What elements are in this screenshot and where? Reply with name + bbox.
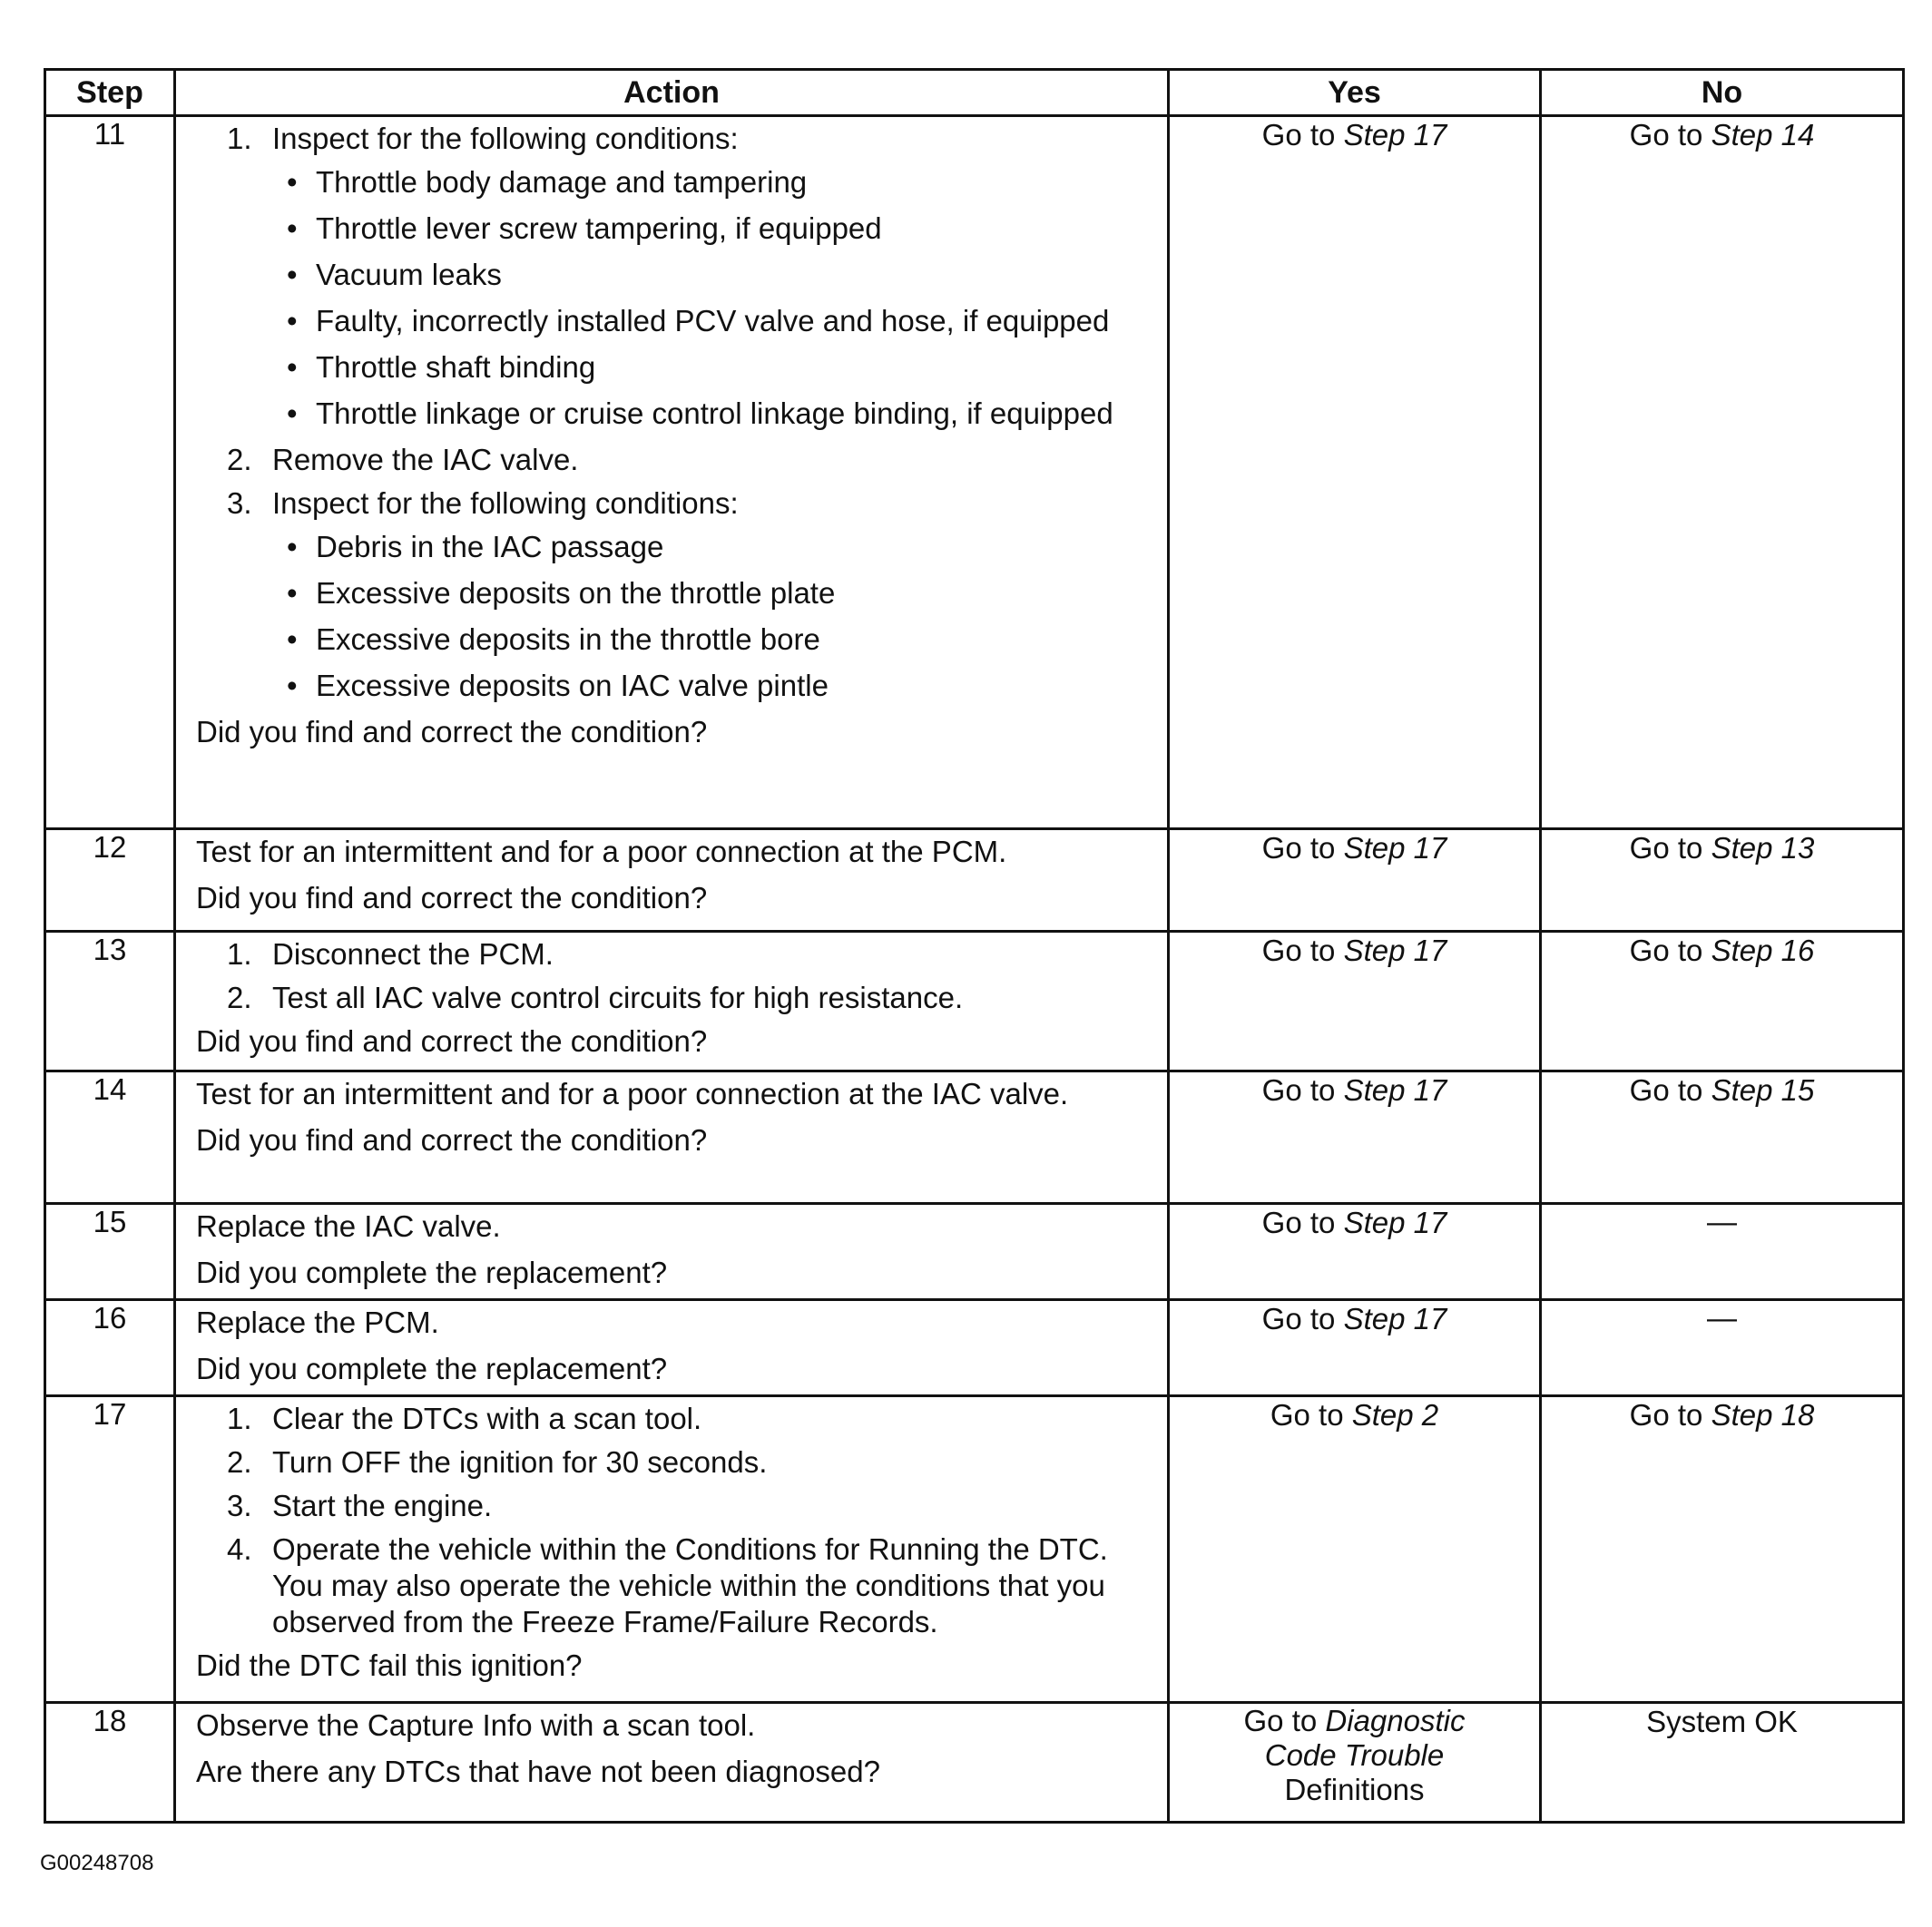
step-number: 11 — [45, 116, 175, 829]
action-cell — [175, 1396, 1169, 1703]
diagnostic-table — [44, 68, 1905, 1824]
action-cell — [175, 829, 1169, 932]
table-row — [45, 116, 1904, 829]
table-row — [45, 1396, 1904, 1703]
action-bullet: • Excessive deposits on IAC valve pintle — [287, 669, 829, 702]
action-cell — [175, 1204, 1169, 1300]
no-cell: System OK — [1541, 1703, 1904, 1823]
table-header-row — [45, 70, 1904, 116]
action-cell — [175, 1300, 1169, 1396]
figure-id: G00248708 — [40, 1851, 154, 1875]
action-question: Did you find and correct the condition? — [196, 1123, 708, 1157]
table-row — [45, 1071, 1904, 1204]
action-cell — [175, 932, 1169, 1071]
action-question: Did you find and correct the condition? — [196, 881, 708, 915]
header-no: No — [1541, 70, 1904, 116]
table-row — [45, 1204, 1904, 1300]
action-bullet: • Throttle body damage and tampering — [287, 165, 808, 199]
no-cell: Go to Step 14 — [1541, 116, 1904, 829]
action-bullet: • Throttle shaft binding — [287, 350, 596, 384]
action-text: Replace the PCM. — [196, 1306, 439, 1339]
action-cell — [175, 1071, 1169, 1204]
step-number: 16 — [45, 1300, 175, 1396]
action-list-item: 3. Inspect for the following conditions: — [227, 486, 739, 520]
action-list-item: 2. Remove the IAC valve. — [227, 443, 579, 476]
header-step: Step — [45, 70, 175, 116]
action-list-item: 1. Clear the DTCs with a scan tool. — [227, 1402, 702, 1435]
yes-cell: Go to Diagnostic Code Trouble Definitions — [1169, 1703, 1541, 1823]
yes-cell: Go to Step 17 — [1169, 1300, 1541, 1396]
action-question: Did you complete the replacement? — [196, 1352, 668, 1385]
step-number: 13 — [45, 932, 175, 1071]
table-row — [45, 932, 1904, 1071]
no-cell: Go to Step 13 — [1541, 829, 1904, 932]
action-bullet: • Throttle lever screw tampering, if equipped — [287, 211, 882, 245]
yes-cell: Go to Step 17 — [1169, 1071, 1541, 1204]
table-row — [45, 1300, 1904, 1396]
yes-cell: Go to Step 17 — [1169, 116, 1541, 829]
table-row — [45, 1703, 1904, 1823]
action-bullet: • Vacuum leaks — [287, 258, 502, 291]
action-question: Did the DTC fail this ignition? — [196, 1648, 583, 1682]
action-bullet: • Throttle linkage or cruise control linkage binding, if equipped — [287, 396, 1113, 430]
action-question: Did you complete the replacement? — [196, 1256, 668, 1289]
action-bullet: • Excessive deposits in the throttle bore — [287, 622, 820, 656]
step-number: 15 — [45, 1204, 175, 1300]
step-number: 14 — [45, 1071, 175, 1204]
action-bullet: • Excessive deposits on the throttle plate — [287, 576, 836, 610]
diagnostic-document — [44, 68, 1902, 1824]
no-cell: — — [1541, 1204, 1904, 1300]
action-list-item: 2. Test all IAC valve control circuits for high resistance. — [227, 981, 964, 1014]
no-cell: Go to Step 16 — [1541, 932, 1904, 1071]
action-list-item: 3. Start the engine. — [227, 1489, 493, 1522]
yes-cell: Go to Step 17 — [1169, 829, 1541, 932]
action-bullet: • Faulty, incorrectly installed PCV valve and hose, if equipped — [287, 304, 1110, 337]
action-list-item: 1. Inspect for the following conditions: — [227, 122, 739, 155]
no-cell: — — [1541, 1300, 1904, 1396]
action-cell — [175, 1703, 1169, 1823]
no-cell: Go to Step 15 — [1541, 1071, 1904, 1204]
action-text: Test for an intermittent and for a poor connection at the PCM. — [196, 835, 1007, 868]
action-text: Test for an intermittent and for a poor connection at the IAC valve. — [196, 1077, 1069, 1110]
no-cell: Go to Step 18 — [1541, 1396, 1904, 1703]
table-row — [45, 829, 1904, 932]
action-text: Replace the IAC valve. — [196, 1209, 501, 1243]
header-yes: Yes — [1169, 70, 1541, 116]
action-question: Did you find and correct the condition? — [196, 715, 708, 748]
action-cell — [175, 116, 1169, 829]
action-list-item: 4. Operate the vehicle within the Conditions for Running the DTC. You may also operate the vehicle within the conditions that you observed from the Freeze Frame/Failure Records. — [227, 1532, 1108, 1638]
yes-cell: Go to Step 2 — [1169, 1396, 1541, 1703]
action-list-item: 1. Disconnect the PCM. — [227, 937, 554, 971]
action-bullet: • Debris in the IAC passage — [287, 530, 664, 563]
header-action: Action — [175, 70, 1169, 116]
action-text: Observe the Capture Info with a scan tool. — [196, 1708, 756, 1742]
step-number: 12 — [45, 829, 175, 932]
action-question: Are there any DTCs that have not been diagnosed? — [196, 1755, 880, 1788]
action-question: Did you find and correct the condition? — [196, 1024, 708, 1058]
step-number: 18 — [45, 1703, 175, 1823]
yes-cell: Go to Step 17 — [1169, 932, 1541, 1071]
step-number: 17 — [45, 1396, 175, 1703]
action-list-item: 2. Turn OFF the ignition for 30 seconds. — [227, 1445, 768, 1479]
yes-cell: Go to Step 17 — [1169, 1204, 1541, 1300]
